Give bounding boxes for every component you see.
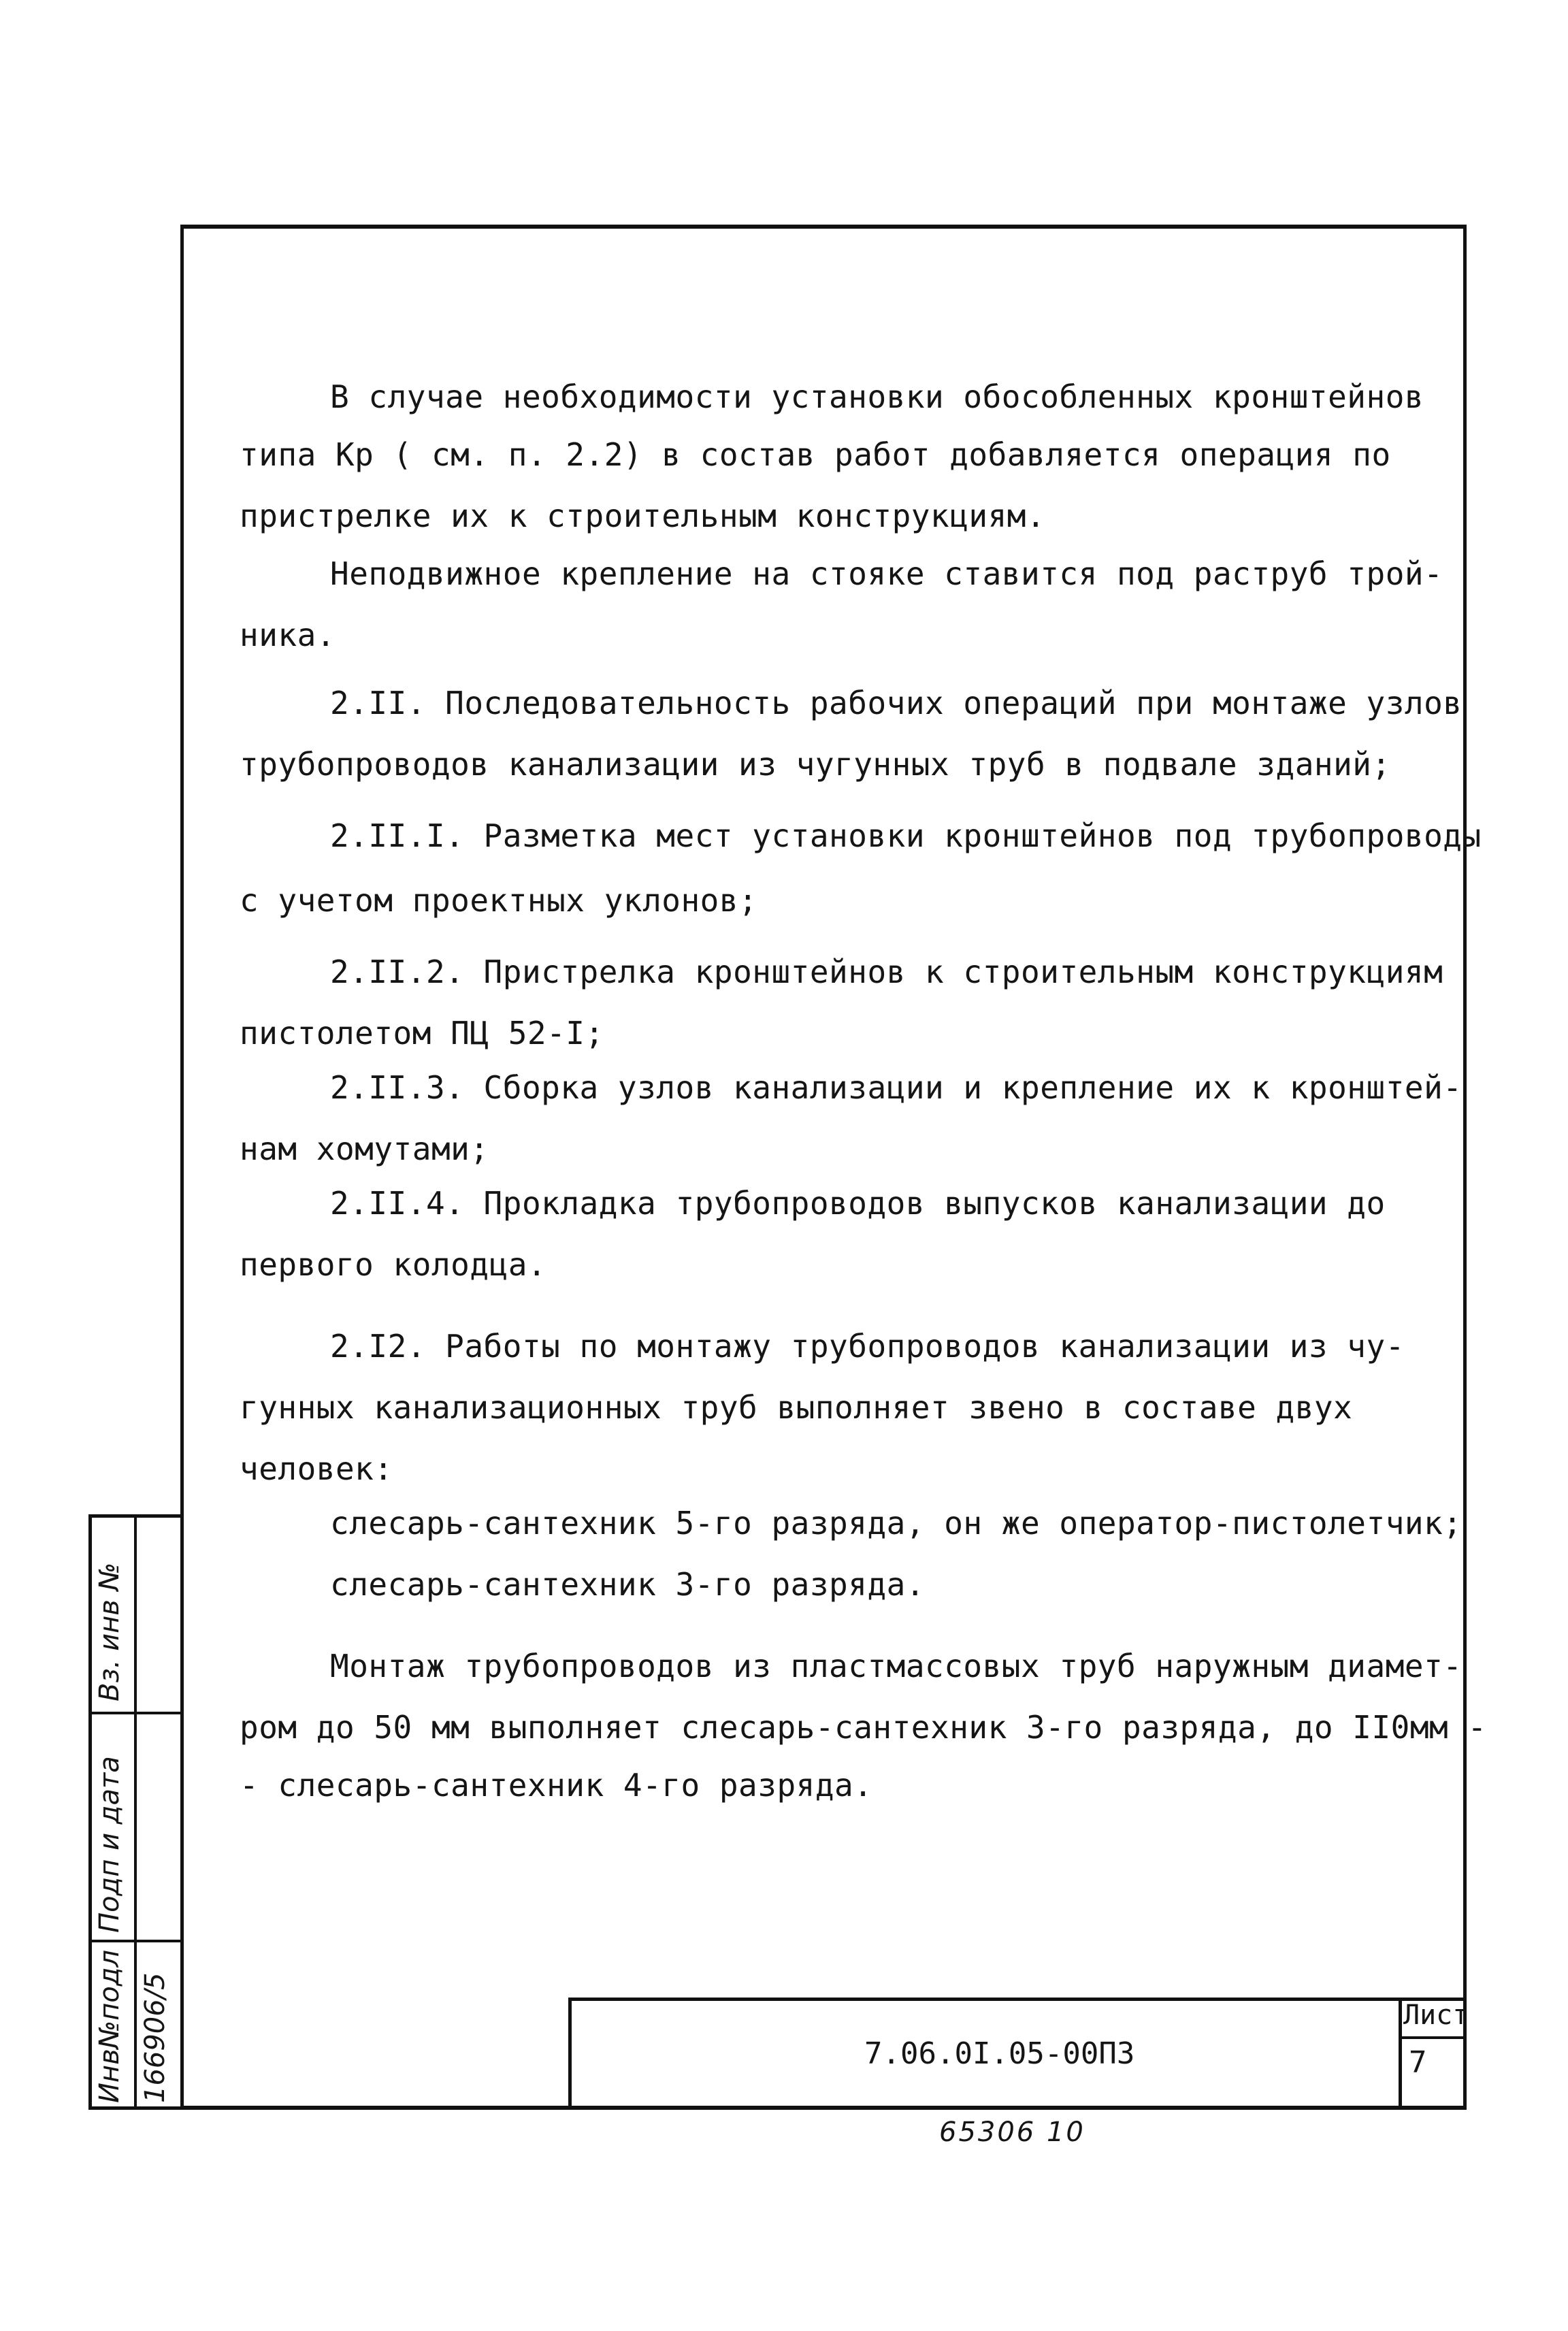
side-strip-divider [88,1940,180,1942]
body-line: 2.II. Последовательность рабочих операций при монтаже узлов [330,685,1463,721]
body-line: 2.II.I. Разметка мест установки кронштейнов под трубопроводы [330,817,1482,854]
sheet-label: Лист [1403,2000,1469,2031]
body-line: 2.II.2. Пристрелка кронштейнов к строительным конструкциям [330,953,1443,990]
body-line: слесарь-сантехник 5-го разряда, он же оператор-пистолетчик; [330,1505,1463,1542]
side-field-original-inv: Инв№подл [94,1949,125,2103]
side-field-inv-number: Вз. инв № [94,1562,125,1701]
body-line: пистолетом ПЦ 52-I; [240,1015,604,1052]
document-code: 7.06.0I.05-00ПЗ [864,2036,1135,2071]
body-line: гунных канализационных труб выполняет звено в составе двух [240,1389,1353,1426]
side-field-original-inv-value: 166906/5 [140,1972,171,2103]
body-line: 2.II.4. Прокладка трубопроводов выпусков канализации до [330,1185,1386,1222]
body-line: Неподвижное крепление на стояке ставится под раструб трой- [330,555,1443,592]
body-line: трубопроводов канализации из чугунных труб в подвале зданий; [240,746,1391,783]
body-line: с учетом проектных уклонов; [240,882,758,919]
body-line: Монтаж трубопроводов из пластмассовых труб наружным диамет- [330,1648,1463,1684]
side-strip-divider [134,1514,137,2110]
body-line: 2.I2. Работы по монтажу трубопроводов канализации из чу- [330,1328,1405,1365]
body-line: нам хомутами; [240,1130,489,1167]
body-line: пристрелке их к строительным конструкциям. [240,498,1046,534]
body-line: слесарь-сантехник 3-го разряда. [330,1566,926,1603]
archive-number: 65306 10 [939,2117,1085,2148]
body-line: ника. [240,617,336,653]
body-line: человек: [240,1450,393,1487]
body-line: ром до 50 мм выполняет слесарь-сантехник 3-го разряда, до II0мм - [240,1709,1487,1746]
body-line: В случае необходимости установки обособленных кронштейнов [330,378,1424,415]
body-line: первого колодца. [240,1246,547,1283]
body-line: - слесарь-сантехник 4-го разряда. [240,1767,873,1804]
side-strip-divider [88,1712,180,1714]
body-line: типа Кр ( см. п. 2.2) в состав работ добавляется операция по [240,436,1391,473]
sheet-cell-divider [1399,2036,1467,2039]
sheet-number: 7 [1409,2045,1427,2080]
side-field-sign-date: Подп и дата [94,1756,125,1933]
body-line: 2.II.3. Сборка узлов канализации и крепление их к кронштей- [330,1069,1463,1106]
